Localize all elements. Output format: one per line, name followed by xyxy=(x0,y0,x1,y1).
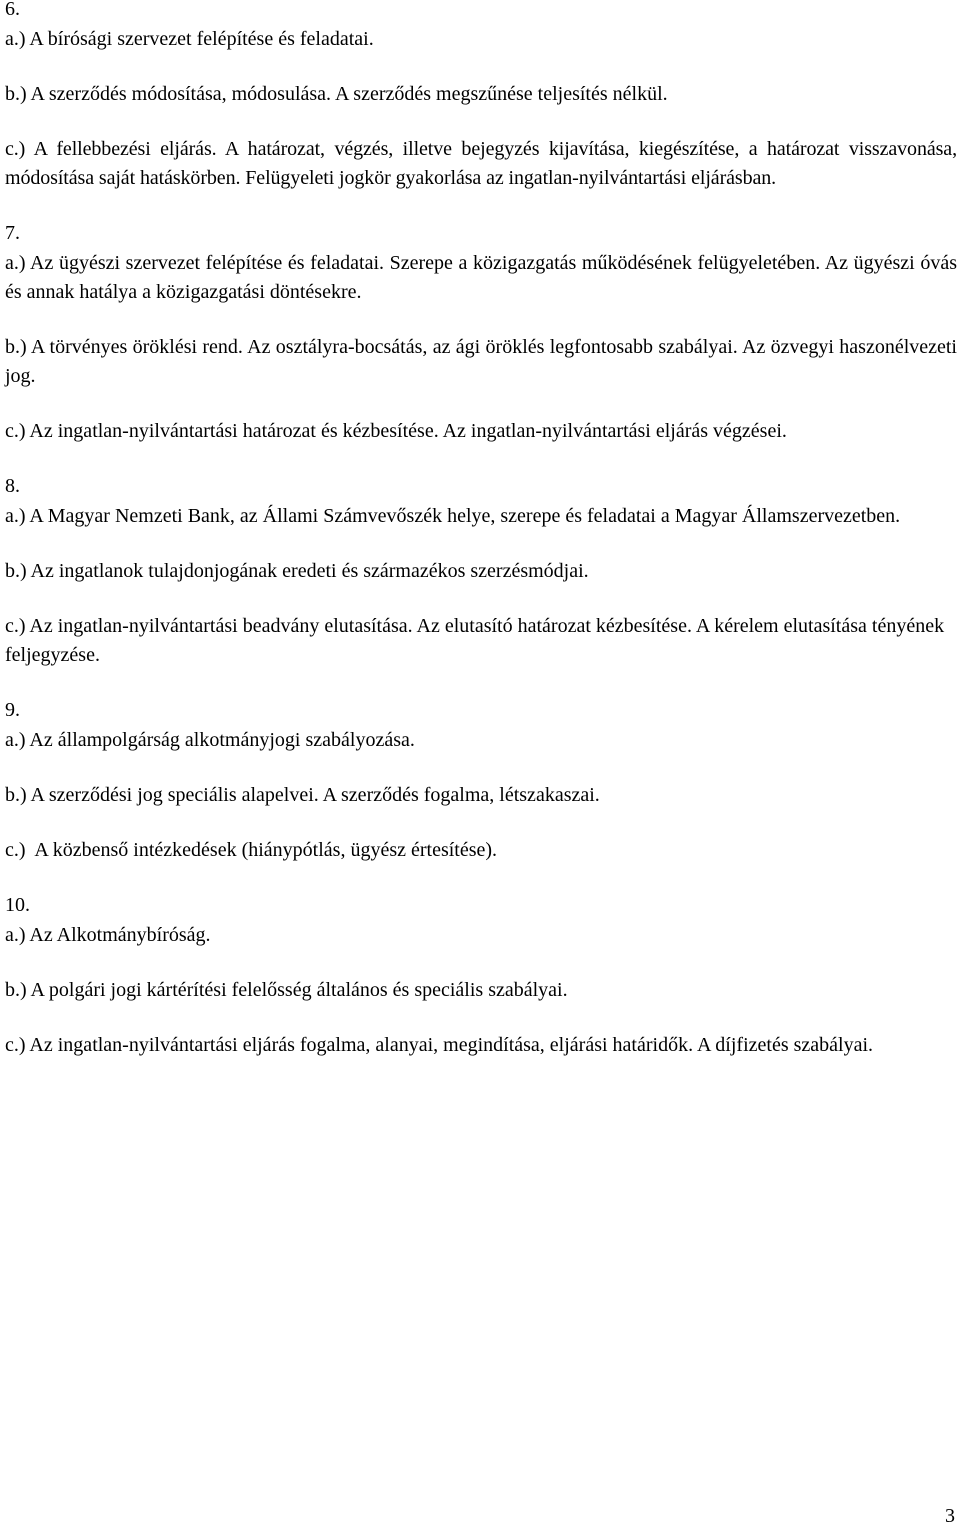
section-number: 7. xyxy=(5,222,20,244)
section-number: 9. xyxy=(5,699,20,721)
section-9-item-c: c.) A közbenső intézkedések (hiánypótlás, ügyész értesítése). xyxy=(5,839,498,861)
section-9 xyxy=(5,697,957,865)
section-6-item-a: a.) A bírósági szervezet felépítése és feladatai. xyxy=(5,28,374,50)
section-number: 8. xyxy=(5,475,20,497)
section-7 xyxy=(5,220,957,446)
section-7-item-b: b.) A törvényes öröklési rend. Az osztályra-bocsátás, az ági öröklés legfontosabb szabályai. Az özvegyi haszonélvezeti jog. xyxy=(5,336,957,387)
section-10-item-c: c.) Az ingatlan-nyilvántartási eljárás fogalma, alanyai, megindítása, eljárási határidők. A díjfizetés szabályai. xyxy=(5,1034,874,1056)
section-7-item-c: c.) Az ingatlan-nyilvántartási határozat és kézbesítése. Az ingatlan-nyilvántartási eljárás végzései. xyxy=(5,420,787,442)
section-6-item-b: b.) A szerződés módosítása, módosulása. A szerződés megszűnése teljesítés nélkül. xyxy=(5,83,668,105)
page-number: 3 xyxy=(945,1505,955,1527)
section-9-item-a: a.) Az állampolgárság alkotmányjogi szabályozása. xyxy=(5,729,415,751)
section-8 xyxy=(5,473,957,670)
section-6-item-c: c.) A fellebbezési eljárás. A határozat, végzés, illetve bejegyzés kijavítása, kiegészítése, a határozat visszavonása, módosítása saját hatáskörben. Felügyeleti jogkör gyakorlása az ingatlan-nyilvántartási eljárásban. xyxy=(5,138,957,189)
section-9-item-b: b.) A szerződési jog speciális alapelvei. A szerződés fogalma, létszakaszai. xyxy=(5,784,600,806)
section-10 xyxy=(5,892,957,1060)
section-10-item-a: a.) Az Alkotmánybíróság. xyxy=(5,924,211,946)
section-10-item-b: b.) A polgári jogi kártérítési felelősség általános és speciális szabályai. xyxy=(5,979,568,1001)
section-8-item-a: a.) A Magyar Nemzeti Bank, az Állami Számvevőszék helye, szerepe és feladatai a Magyar Államszervezetben. xyxy=(5,505,901,527)
section-7-item-a: a.) Az ügyészi szervezet felépítése és feladatai. Szerepe a közigazgatás működésének felügyeletében. Az ügyészi óvás és annak hatálya a közigazgatási döntésekre. xyxy=(5,252,957,303)
section-8-item-c: c.) Az ingatlan-nyilvántartási beadvány elutasítása. Az elutasító határozat kézbesítése. A kérelem elutasítása tényének feljegyzése. xyxy=(5,615,945,666)
document-body xyxy=(5,0,957,1060)
section-8-item-b: b.) Az ingatlanok tulajdonjogának eredeti és származékos szerzésmódjai. xyxy=(5,560,589,582)
section-6 xyxy=(5,0,957,193)
section-number: 10. xyxy=(5,894,30,916)
section-number: 6. xyxy=(5,0,20,20)
